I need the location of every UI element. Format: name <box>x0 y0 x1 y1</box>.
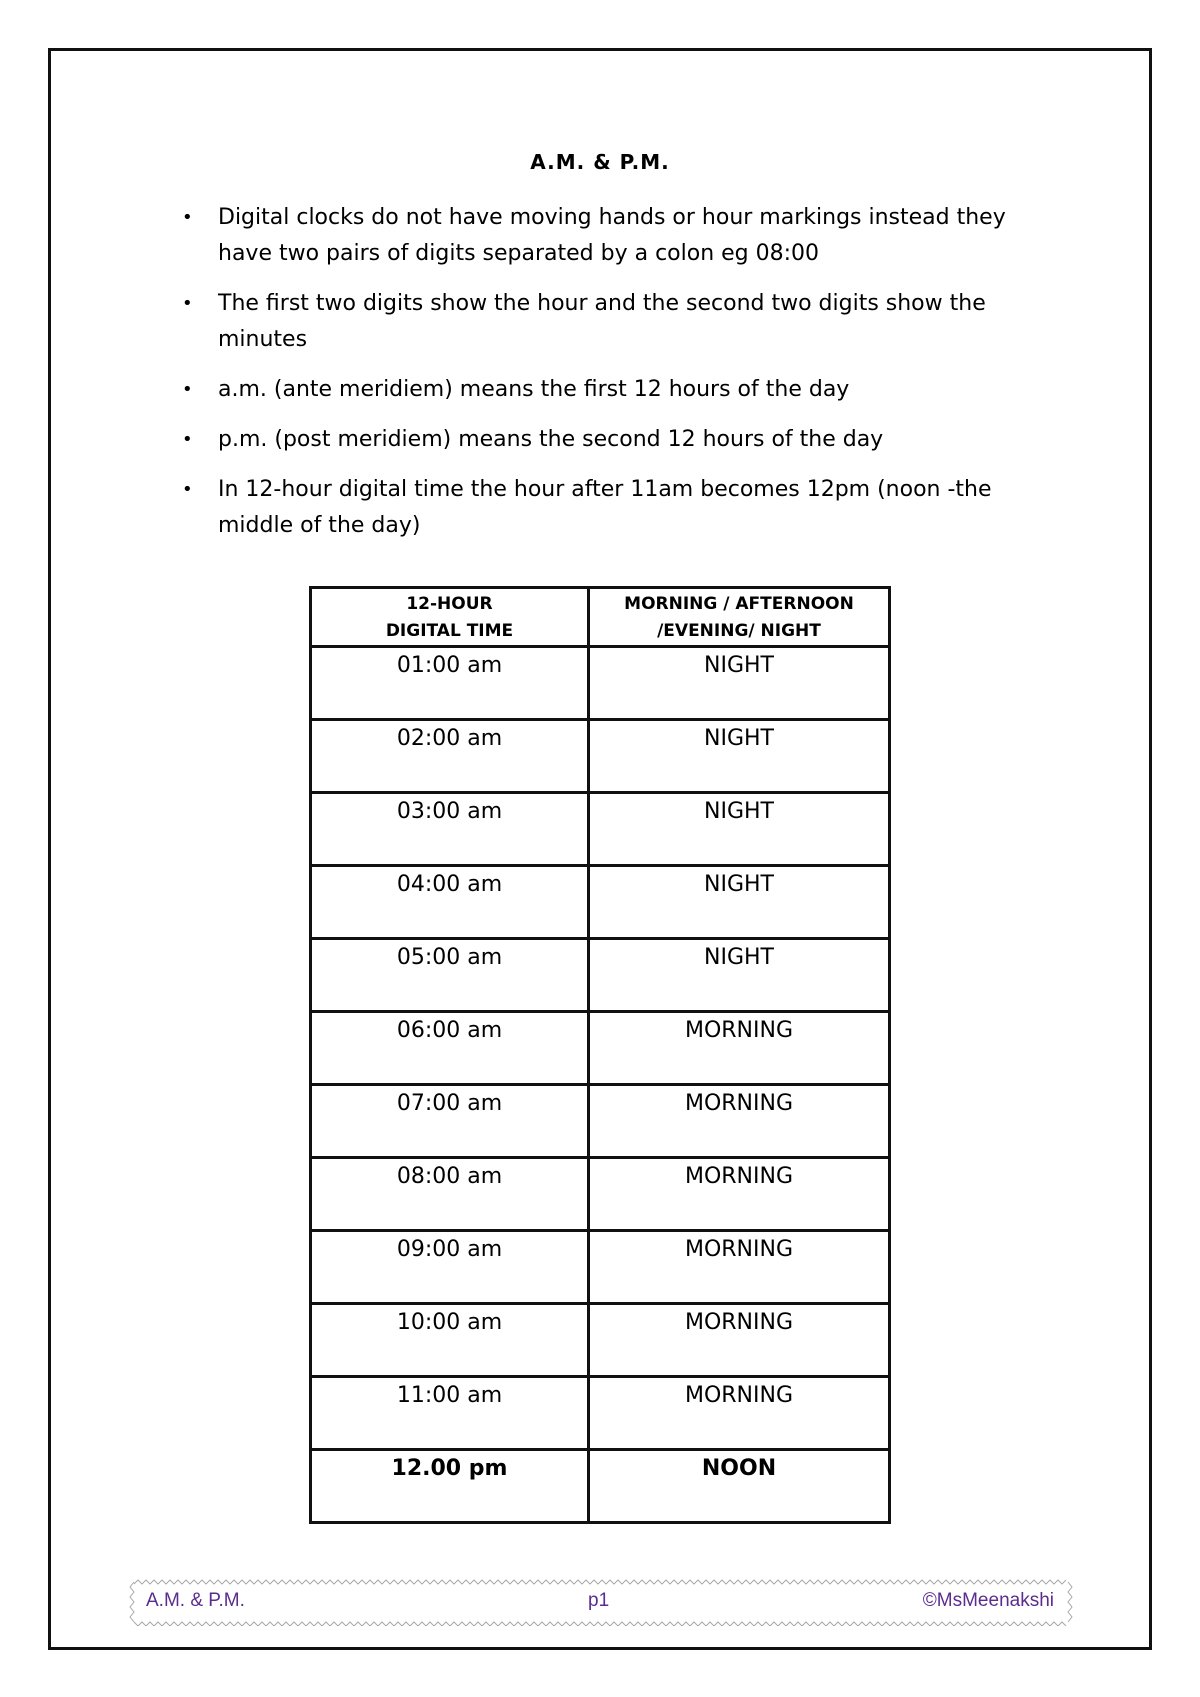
time-cell: 09:00 am <box>311 1231 589 1304</box>
time-cell: 12.00 pm <box>311 1450 589 1523</box>
time-cell: 04:00 am <box>311 866 589 939</box>
period-cell: NIGHT <box>589 720 890 793</box>
period-cell: MORNING <box>589 1012 890 1085</box>
bullet-icon: • <box>182 479 193 500</box>
time-cell: 03:00 am <box>311 793 589 866</box>
period-cell: NIGHT <box>589 647 890 720</box>
period-cell: MORNING <box>589 1377 890 1450</box>
period-cell: NIGHT <box>589 866 890 939</box>
header-text: /EVENING/ NIGHT <box>657 621 821 641</box>
bullet-text: Digital clocks do not have moving hands or hour markings instead they have two pairs of digits separated by a colon eg 08:00 <box>218 205 1006 266</box>
table-row-noon <box>311 1450 890 1523</box>
table-row <box>311 720 890 793</box>
bullet-text: In 12-hour digital time the hour after 11am becomes 12pm (noon -the middle of the day) <box>218 477 992 538</box>
time-cell: 06:00 am <box>311 1012 589 1085</box>
bullet-text: The first two digits show the hour and the second two digits show the minutes <box>218 291 986 352</box>
bullet-icon: • <box>182 429 193 450</box>
zigzag-line <box>134 1580 1066 1584</box>
bullet-item <box>176 422 1056 458</box>
period-cell: MORNING <box>589 1231 890 1304</box>
header-text: DIGITAL TIME <box>385 621 514 641</box>
period-cell: MORNING <box>589 1158 890 1231</box>
table-row <box>311 1231 890 1304</box>
header-text: 12-HOUR <box>406 594 493 614</box>
zigzag-line <box>134 1622 1066 1626</box>
time-cell: 05:00 am <box>311 939 589 1012</box>
footer-copyright: ©MsMeenakshi <box>922 1590 1054 1611</box>
table-row <box>311 1304 890 1377</box>
footer-page-number: p1 <box>588 1590 610 1611</box>
table-header-row <box>311 588 890 647</box>
time-cell: 02:00 am <box>311 720 589 793</box>
period-cell: MORNING <box>589 1085 890 1158</box>
zigzag-line <box>130 1582 134 1622</box>
time-cell: 08:00 am <box>311 1158 589 1231</box>
bullet-icon: • <box>182 293 193 314</box>
bullet-item <box>176 200 1056 272</box>
page-footer <box>128 1578 1074 1626</box>
time-cell: 10:00 am <box>311 1304 589 1377</box>
bullet-item <box>176 372 1056 408</box>
table-row <box>311 647 890 720</box>
time-table <box>309 586 891 1524</box>
period-cell: MORNING <box>589 1304 890 1377</box>
time-cell: 01:00 am <box>311 647 589 720</box>
table-row <box>311 793 890 866</box>
header-period <box>589 588 890 647</box>
bullet-text: a.m. (ante meridiem) means the first 12 hours of the day <box>218 377 850 402</box>
page-title: A.M. & P.M. <box>530 150 670 174</box>
bullet-icon: • <box>182 379 193 400</box>
table-row <box>311 1377 890 1450</box>
time-cell: 11:00 am <box>311 1377 589 1450</box>
table-row <box>311 1085 890 1158</box>
table-row <box>311 1158 890 1231</box>
bullet-item <box>176 472 1056 544</box>
header-text: MORNING / AFTERNOON <box>624 594 854 614</box>
table-row <box>311 939 890 1012</box>
table-row <box>311 1012 890 1085</box>
period-cell: NIGHT <box>589 793 890 866</box>
header-digital-time <box>311 588 589 647</box>
period-cell: NIGHT <box>589 939 890 1012</box>
bullet-list <box>176 200 1056 558</box>
bullet-icon: • <box>182 207 193 228</box>
period-cell: NOON <box>589 1450 890 1523</box>
zigzag-line <box>1068 1582 1072 1622</box>
table-row <box>311 866 890 939</box>
time-cell: 07:00 am <box>311 1085 589 1158</box>
bullet-text: p.m. (post meridiem) means the second 12 hours of the day <box>218 427 884 452</box>
bullet-item <box>176 286 1056 358</box>
footer-title: A.M. & P.M. <box>146 1590 245 1611</box>
